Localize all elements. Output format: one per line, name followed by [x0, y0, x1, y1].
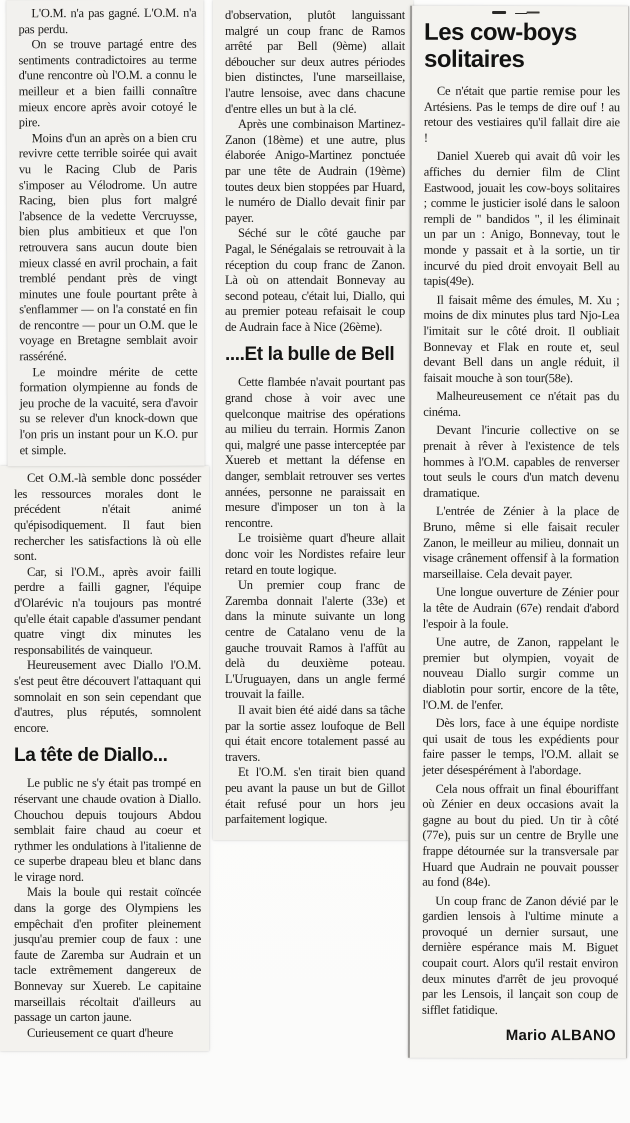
- article-paragraph: Heureusement avec Diallo l'O.M. s'est peut être découvert l'attaquant qui somnolait en son sein cependant que d'autres, plus réputés, somnolent encore.: [14, 658, 201, 735]
- section-heading-cowboys: Les cow-boys solitaires: [423, 18, 577, 74]
- article-paragraph: Devant l'incurie collective on se prenait à rêver à l'existence de tels hommes à l'O.M. capables de renverser tout seuls le cours d'un match devenu dramatique.: [423, 423, 620, 500]
- article-paragraph: Le moindre mérite de cette formation olympienne au fonds de jeu proche de la vacuité, sera d'avoir su se relever d'un knock-down que l'on pris un instant pour un K.O. pur et simple.: [19, 364, 198, 457]
- article-paragraph: Un coup franc de Zanon dévié par le gardien lensois à l'ultime minute a provoqué un dernier sursaut, une dernière espérance mais M. Biguet coupait court. Alors qu'il restait environ deux minutes d'arrêt de jeu provoqué par les Lensois, il lançait son coup de sifflet fatidique.: [421, 893, 619, 1017]
- article-paragraph: Mais la boule qui restait coïncée dans la gorge des Olympiens les empêchait d'en profiter pleinement jusqu'au premier coup de faux : une faute de Zaremba sur Audrain et un tacle extrêmement dangereux de Bonnevay sur Xuereb. Le capitaine marseillais récoltait d'ailleurs au passage un carton jaune.: [14, 885, 201, 1025]
- clipping-strip: [0, 466, 209, 1051]
- article-paragraph: Car, si l'O.M., après avoir failli perdre a failli gagner, l'équipe d'Olarévic n'a toujours pas montré qu'elle était capable d'assumer pendant quatre vingt dix minutes les responsabilités de vainqueur.: [14, 564, 201, 657]
- article-paragraph: L'O.M. n'a pas gagné. L'O.M. n'a pas perdu.: [18, 5, 197, 36]
- article-paragraph: Cet O.M.-là semble donc posséder les ressources morales dont le précédent n'était animé qu'épisodiquement. Il faut bien rechercher les satisfactions là où elle sont.: [14, 471, 201, 564]
- article-paragraph: Une longue ouverture de Zénier pour la tête de Audrain (67e) rendait d'abord l'espoir à la foule.: [422, 585, 619, 631]
- section-heading-diallo: La tête de Diallo...: [14, 745, 168, 767]
- article-paragraph: Curieusement ce quart d'heure: [27, 1025, 174, 1040]
- article-paragraph: Daniel Xuereb qui avait dû voir les affiches du dernier film de Clint Eastwood, jouait les cow-boys solitaires ; comme le justicier isolé dans le saloon rempli de " bandidos ", il les éliminait un par un : Anigo, Bonnevay, tout le monde y passait et à la sortie, un tir incurvé du pied droit envoyait Bell au tapis(49e).: [423, 149, 620, 289]
- article-paragraph: Il avait bien été aidé dans sa tâche par la sortie assez loufoque de Bell qui était encore totalement passé au travers.: [225, 702, 405, 764]
- section-heading-bell: ....Et la bulle de Bell: [225, 344, 395, 366]
- article-paragraph: Cette flambée n'avait pourtant pas grand chose à voir avec une quelconque maitrise des opérations au milieu du terrain. Hormis Zanon qui, malgré une passe interceptée par Xuereb et mettant la défense en danger, semblait retrouver ses vertes années, personne ne paraissait en mesure d'imposer un ton à la rencontre.: [225, 375, 405, 530]
- article-paragraph: On se trouve partagé entre des sentiments contradictoires au terme d'une rencontre où l'O.M. a connu le meilleur et a bien failli connaître mieux encore après avoir cotoyé le pire.: [18, 36, 197, 130]
- author-byline: Mario ALBANO: [505, 1027, 616, 1045]
- article-paragraph: L'entrée de Zénier à la place de Bruno, même si elle faisait reculer Zanon, le meilleur au milieu, donnait un visage crânement offensif à la formation marseillaise. Cela devait payer.: [422, 504, 620, 581]
- article-column-1: [0, 0, 209, 1051]
- article-paragraph: Dès lors, face à une équipe nordiste qui usait de tous les expédients pour faire passer le temps, l'O.M. allait se jeter désespérément à l'abordage.: [422, 715, 619, 778]
- article-paragraph: Malheureusement ce n'était pas du cinéma.: [423, 389, 620, 419]
- article-paragraph: Et l'O.M. s'en tirait bien quand peu avant la pause un but de Gillot était refusé pour un hors jeu parfaitement logique.: [225, 765, 405, 827]
- article-paragraph: Le troisième quart d'heure allait donc voir les Nordistes refaire leur retard en toute logique.: [225, 531, 405, 577]
- article-paragraph: Une autre, de Zanon, rappelant le premier but olympien, voyait de nouveau Diallo surgir comme un diablotin pour sortir, encore de la tête, l'O.M. de l'enfer.: [422, 635, 619, 712]
- article-paragraph: Le public ne s'y était pas trompé en réservant une chaude ovation à Diallo. Chouchou depuis toujours Abdou semblait faire chaud au coeur et rythmer les ondulations à l'italienne de ce superbe drapeau bleu et blanc dans le virage nord.: [14, 776, 201, 884]
- article-column-2: [213, 0, 413, 840]
- article-paragraph: Ce n'était que partie remise pour les Artésiens. Pas le temps de dire ouf ! au retour des vestiaires qu'il fallait dire aie !: [423, 83, 620, 145]
- cut-off-text-fragment: [424, 10, 620, 17]
- article-paragraph: Cela nous offrait un final ébouriffant où Zénier en deux occasions avait la gagne au bout du pied. Un tir à côté (77e), puis sur un centre de Brylle une frappe détournée sur la transversale par Huard que Audrain ne pouvait pousser au fond (84e).: [422, 781, 619, 890]
- article-column-3: [408, 6, 629, 1059]
- article-paragraph: Il faisait même des émules, M. Xu ; moins de dix minutes plus tard Njo-Lea l'imitait sur le côté droit. Il oubliait Bonnevay et Flak en route et, seul devant Bell dans un angle réduit, il faisait mouche à son tour(58e).: [423, 292, 620, 385]
- clipping-strip: [6, 0, 204, 466]
- article-paragraph: Séché sur le côté gauche par Pagal, le Sénégalais se retrouvait à la réception du coup franc de Zanon. Là où on attendait Bonnevay au second poteau, c'était lui, Diallo, qui au premier poteau refaisait le coup de Audrain face à Nice (26ème).: [225, 226, 405, 334]
- article-paragraph: Après une combinaison Martinez-Zanon (18ème) et une autre, plus élaborée Anigo-Martinez ponctuée par une tête de Audrain (19ème) toutes deux bien stoppées par Huard, le numéro de Diallo devait finir par payer.: [225, 117, 405, 225]
- article-paragraph: Moins d'un an après on a bien cru revivre cette terrible soirée qui avait vu le Racing Club de Paris s'imposer au Vélodrome. Un autre Racing, bien plus fort malgré l'absence de la vedette Vercruysse, bien plus ambitieux et que l'on retrouvera sans aucun doute bien mieux classé en avril prochain, a fait tremblé pendant près de vingt minutes une foule pourtant prête à s'enflammer — on l'a constaté en fin de rencontre — pour un O.M. que le voyage en Bretagne semblait avoir rasséréné.: [18, 130, 198, 364]
- article-paragraph: Un premier coup franc de Zaremba donnait l'alerte (33e) et dans la minute suivante un long centre de Catalano venu de la gauche trouvait Ramos à l'affût au delà du deuxième poteau. L'Uruguayen, dans un angle fermé trouvait la faille.: [225, 578, 405, 702]
- article-paragraph: d'observation, plutôt languissant malgré un coup franc de Ramos arrêté par Bell (9ème) allait déboucher sur deux autres périodes bien distinctes, l'une marseillaise, l'autre lensoise, avec dans chacune d'entre elles un but à la clé.: [225, 8, 405, 116]
